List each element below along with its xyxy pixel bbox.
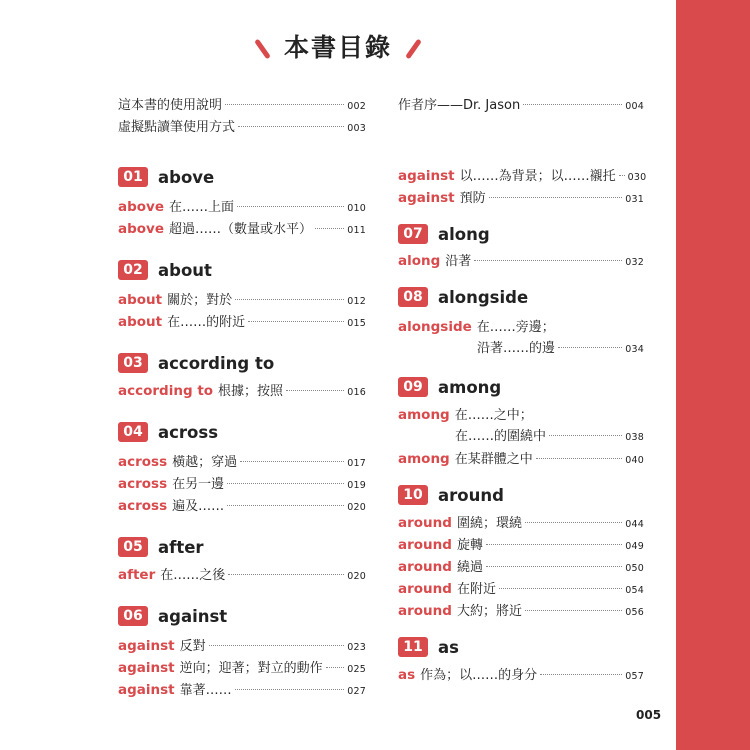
section-word: against: [158, 606, 228, 626]
toc-entry[interactable]: around 圍繞；環繞 044: [398, 515, 644, 531]
toc-entry[interactable]: across 遍及…… 020: [118, 498, 366, 514]
toc-entry[interactable]: 作者序——Dr. Jason 004: [398, 98, 644, 113]
section-number-badge: 03: [118, 353, 148, 373]
toc-entry[interactable]: around 繞過 050: [398, 559, 644, 575]
section-number-badge: 06: [118, 606, 148, 626]
toc-entry[interactable]: among 在某群體之中 040: [398, 451, 644, 467]
section-word: among: [438, 377, 502, 397]
toc-entry[interactable]: among 在……之中；: [398, 407, 533, 423]
toc-entry-continuation[interactable]: 沿著……的邊 034: [477, 341, 644, 356]
toc-entry[interactable]: above 超過……（數量或水平） 011: [118, 221, 366, 237]
section-heading-around: [398, 482, 644, 508]
toc-entry[interactable]: 虛擬點讀筆使用方式 003: [118, 120, 366, 135]
section-heading-about: [118, 257, 366, 283]
section-heading-along: [398, 221, 644, 247]
section-number-badge: 07: [398, 224, 428, 244]
title-slash-right: [405, 38, 422, 59]
section-word: above: [158, 167, 215, 187]
toc-entry[interactable]: across 在另一邊 019: [118, 476, 366, 492]
toc-entry[interactable]: against 反對 023: [118, 638, 366, 654]
toc-entry[interactable]: across 橫越；穿過 017: [118, 454, 366, 470]
section-word: around: [438, 485, 504, 505]
toc-left-column: [118, 95, 366, 701]
section-heading-after: [118, 534, 366, 560]
toc-right-column: [398, 95, 647, 686]
section-word: along: [438, 224, 490, 244]
section-heading-as: [398, 634, 644, 660]
section-number-badge: 11: [398, 637, 428, 657]
toc-entry[interactable]: along 沿著 032: [398, 253, 644, 269]
title-slash-left: [254, 38, 271, 59]
section-heading-above: [118, 164, 366, 190]
toc-entry[interactable]: according to 根據；按照 016: [118, 383, 366, 399]
section-word: alongside: [438, 287, 529, 307]
section-number-badge: 05: [118, 537, 148, 557]
section-word: about: [158, 260, 212, 280]
toc-entry[interactable]: around 在附近 054: [398, 581, 644, 597]
page-number: 005: [636, 708, 662, 722]
toc-entry[interactable]: 這本書的使用說明 002: [118, 98, 366, 113]
section-number-badge: 02: [118, 260, 148, 280]
toc-entry[interactable]: after 在……之後 020: [118, 567, 366, 583]
section-heading-according-to: [118, 350, 366, 376]
title-block: [0, 28, 676, 64]
section-number-badge: 01: [118, 167, 148, 187]
section-number-badge: 09: [398, 377, 428, 397]
toc-entry[interactable]: above 在……上面 010: [118, 199, 366, 215]
toc-entry[interactable]: about 在……的附近 015: [118, 314, 366, 330]
section-heading-across: [118, 419, 366, 445]
toc-entry[interactable]: against 預防 031: [398, 190, 644, 206]
section-word: according to: [158, 353, 275, 373]
section-number-badge: 04: [118, 422, 148, 442]
side-color-bar: [676, 0, 750, 750]
toc-entry-continuation[interactable]: 在……的圍繞中 038: [455, 429, 644, 444]
toc-entry[interactable]: around 旋轉 049: [398, 537, 644, 553]
section-number-badge: 08: [398, 287, 428, 307]
section-heading-alongside: [398, 284, 644, 310]
section-word: as: [438, 637, 459, 657]
page-title: 本書目錄: [283, 33, 392, 62]
toc-entry[interactable]: against 以……為背景；以……襯托 030: [398, 168, 647, 184]
section-heading-among: [398, 374, 644, 400]
toc-entry[interactable]: against 靠著…… 027: [118, 682, 366, 698]
section-number-badge: 10: [398, 485, 428, 505]
section-heading-against: [118, 603, 366, 629]
toc-entry[interactable]: as 作為；以……的身分 057: [398, 667, 644, 683]
toc-entry[interactable]: against 逆向；迎著；對立的動作 025: [118, 660, 366, 676]
toc-entry[interactable]: alongside 在……旁邊；: [398, 319, 555, 335]
toc-entry[interactable]: around 大約；將近 056: [398, 603, 644, 619]
section-word: after: [158, 537, 204, 557]
toc-entry[interactable]: about 關於；對於 012: [118, 292, 366, 308]
section-word: across: [158, 422, 219, 442]
